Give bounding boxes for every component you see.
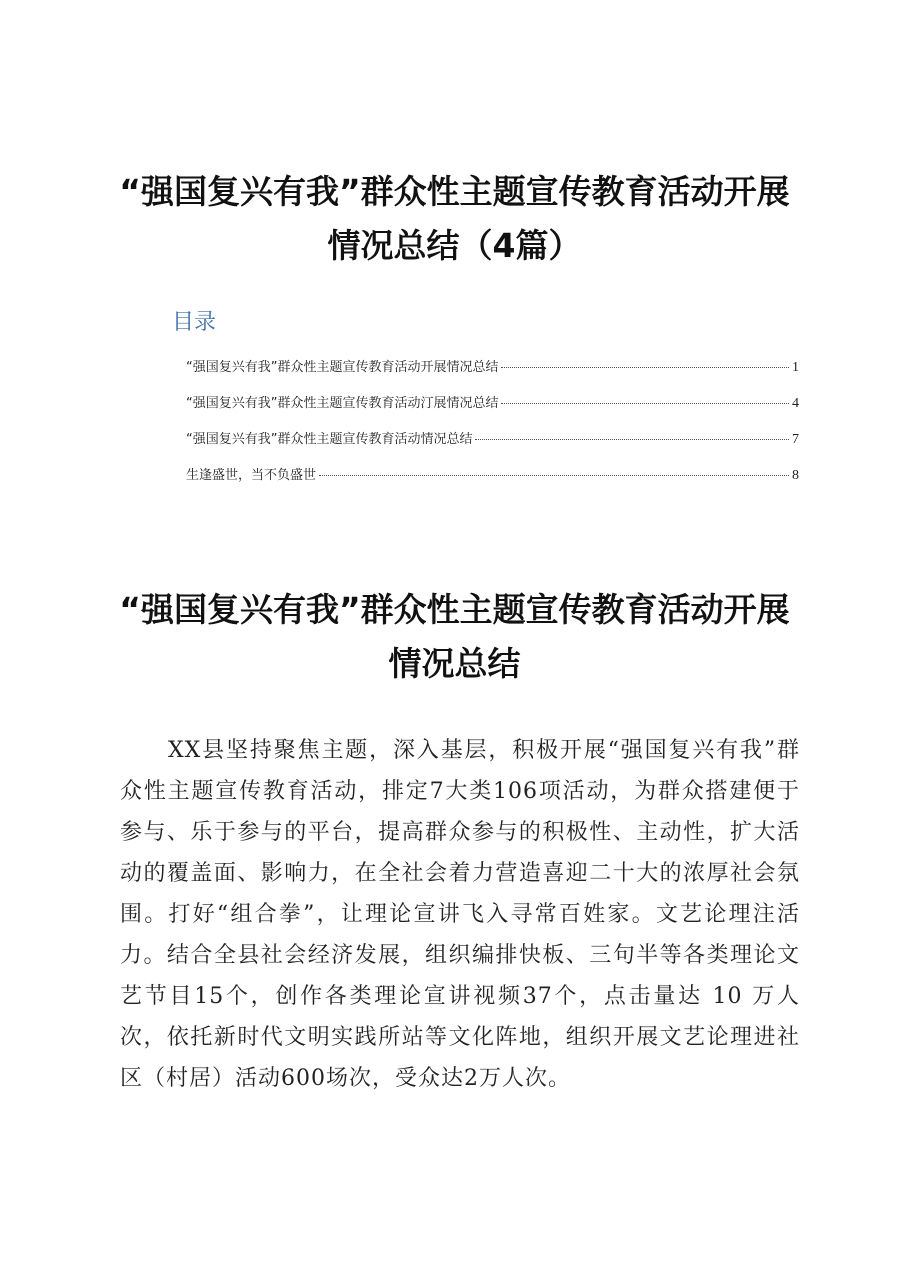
toc-entry-text: 生逢盛世，当不负盛世: [186, 468, 317, 483]
toc-entry[interactable]: [186, 356, 799, 392]
toc-page-number: 1: [792, 360, 799, 375]
toc-entry-text: “强国复兴有我”群众性主题宣传教育活动汀展情况总结: [186, 396, 499, 411]
toc-entry[interactable]: [186, 428, 799, 464]
toc-entry[interactable]: [186, 464, 799, 500]
toc-entry-text: “强国复兴有我”群众性主题宣传教育活动开展情况总结: [186, 360, 499, 375]
toc-page-number: 8: [792, 468, 799, 483]
toc-dot-leader: [319, 475, 789, 476]
section-title-line-1: “强国复兴有我”群众性主题宣传教育活动开展: [119, 590, 790, 629]
document-title: [90, 165, 819, 273]
body-paragraph: XX县坚持聚焦主题，深入基层，积极开展“强国复兴有我”群众性主题宣传教育活动，排定7大类106项活动，为群众搭建便于参与、乐于参与的平台，提高群众参与的积极性、主动性，扩大活动的覆盖面、影响力，在全社会着力营造喜迎二十大的浓厚社会氛围。打好“组合拳”，让理论宣讲飞入寻常百姓家。文艺论理注活力。结合全县社会经济发展，组织编排快板、三句半等各类理论文艺节目15个，创作各类理论宣讲视频37个，点击量达 10 万人次，依托新时代文明实践所站等文化阵地，组织开展文艺论理进社区（村居）活动600场次，受众达2万人次。: [120, 738, 800, 1091]
document-title-line-1: “强国复兴有我”群众性主题宣传教育活动开展: [119, 172, 790, 211]
toc-dot-leader: [501, 403, 789, 404]
toc-page-number: 7: [792, 432, 799, 447]
toc-dot-leader: [501, 367, 789, 368]
document-title-line-2: 情况总结（4篇）: [327, 226, 582, 265]
section-title: [90, 583, 819, 691]
table-of-contents: [186, 356, 799, 500]
section-title-line-2: 情况总结: [388, 644, 521, 683]
toc-entry[interactable]: [186, 392, 799, 428]
toc-entry-text: “强国复兴有我”群众性主题宣传教育活动情况总结: [186, 432, 473, 447]
toc-heading: 目录: [172, 310, 217, 335]
toc-dot-leader: [475, 439, 789, 440]
toc-page-number: 4: [792, 396, 799, 411]
